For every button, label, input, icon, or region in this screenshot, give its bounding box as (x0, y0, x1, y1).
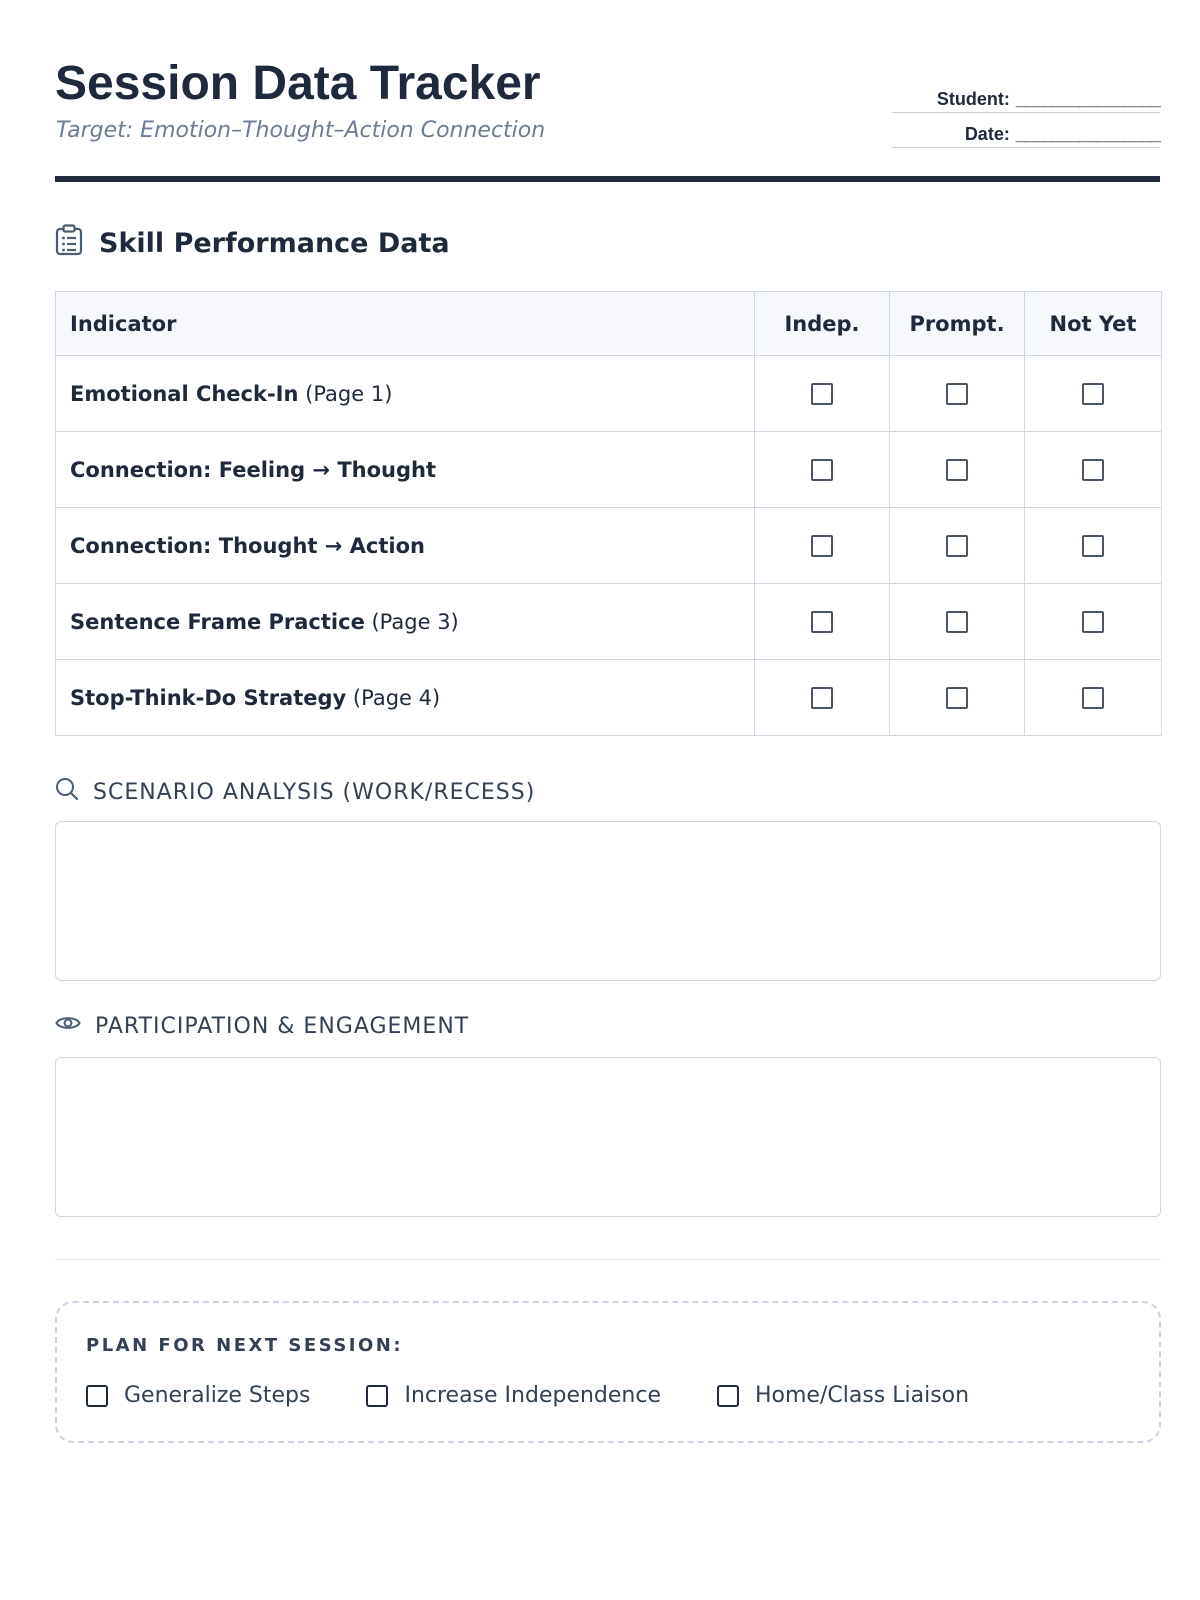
table-row (56, 584, 1162, 660)
increase-independence-checkbox[interactable] (366, 1385, 388, 1407)
prompted-checkbox[interactable] (946, 383, 968, 405)
prompted-cell (890, 508, 1025, 584)
participation-engagement-label: PARTICIPATION & ENGAGEMENT (95, 1013, 470, 1039)
student-label: Student: (936, 89, 1010, 109)
indicator-page-ref: (Page 3) (364, 609, 459, 634)
page-title: Session Data Tracker (55, 57, 541, 110)
indicator-name: Stop-Think-Do Strategy (70, 685, 347, 710)
page-header (55, 0, 1160, 184)
prompted-cell (890, 660, 1025, 736)
participation-engagement-heading (55, 1013, 469, 1039)
indicator-cell (56, 584, 755, 660)
column-header-not-yet: Not Yet (1025, 292, 1162, 356)
indicator-page-ref: (Page 4) (346, 685, 441, 710)
header-divider (55, 176, 1160, 182)
student-info-fields (892, 82, 1160, 152)
independent-checkbox[interactable] (811, 459, 833, 481)
page-subtitle: Target: Emotion–Thought–Action Connection (56, 118, 546, 143)
not-yet-checkbox[interactable] (1082, 687, 1104, 709)
scenario-analysis-heading (55, 777, 535, 807)
independent-checkbox[interactable] (811, 535, 833, 557)
independent-cell (755, 432, 890, 508)
indicator-page-ref: (Page 1) (298, 381, 393, 406)
independent-cell (755, 356, 890, 432)
eye-icon (55, 1013, 95, 1039)
date-label: Date: (964, 124, 1010, 144)
not-yet-checkbox[interactable] (1082, 383, 1104, 405)
prompted-checkbox[interactable] (946, 611, 968, 633)
not-yet-cell (1025, 584, 1162, 660)
independent-cell (755, 508, 890, 584)
scenario-analysis-textarea[interactable] (55, 821, 1161, 981)
indicator-name: Emotional Check-In (70, 381, 299, 406)
date-blank-line[interactable]: ________________ (1015, 124, 1160, 144)
increase-independence-label: Increase Independence (404, 1383, 661, 1408)
table-row (56, 356, 1162, 432)
not-yet-checkbox[interactable] (1082, 459, 1104, 481)
indicator-cell (56, 508, 755, 584)
not-yet-checkbox[interactable] (1082, 535, 1104, 557)
home-class-liaison-label: Home/Class Liaison (755, 1383, 970, 1408)
date-field[interactable] (892, 117, 1160, 148)
independent-cell (755, 660, 890, 736)
skill-performance-heading (55, 224, 450, 263)
prompted-checkbox[interactable] (946, 535, 968, 557)
skill-performance-table (55, 291, 1162, 736)
section-title: Skill Performance Data (99, 228, 450, 259)
search-icon (55, 777, 93, 807)
column-header-independent: Indep. (755, 292, 890, 356)
prompted-cell (890, 432, 1025, 508)
prompted-cell (890, 356, 1025, 432)
generalize-steps-label: Generalize Steps (124, 1383, 311, 1408)
scenario-analysis-label: SCENARIO ANALYSIS (WORK/RECESS) (93, 779, 536, 805)
independent-checkbox[interactable] (811, 611, 833, 633)
indicator-cell (56, 356, 755, 432)
plan-option-generalize-steps[interactable] (86, 1383, 310, 1408)
indicator-cell (56, 660, 755, 736)
indicator-name: Connection: Thought → Action (70, 533, 425, 558)
indicator-cell (56, 432, 755, 508)
generalize-steps-checkbox[interactable] (86, 1385, 108, 1407)
table-header-row (56, 292, 1162, 356)
plan-option-increase-independence[interactable] (366, 1383, 661, 1408)
table-row (56, 508, 1162, 584)
not-yet-cell (1025, 432, 1162, 508)
independent-checkbox[interactable] (811, 383, 833, 405)
prompted-checkbox[interactable] (946, 459, 968, 481)
indicator-name: Sentence Frame Practice (70, 609, 365, 634)
section-divider (55, 1259, 1161, 1260)
student-blank-line[interactable]: ________________ (1015, 89, 1160, 109)
table-row (56, 660, 1162, 736)
column-header-prompted: Prompt. (890, 292, 1025, 356)
prompted-checkbox[interactable] (946, 687, 968, 709)
student-field[interactable] (892, 82, 1160, 113)
independent-cell (755, 584, 890, 660)
not-yet-cell (1025, 660, 1162, 736)
table-row (56, 432, 1162, 508)
home-class-liaison-checkbox[interactable] (717, 1385, 739, 1407)
not-yet-cell (1025, 356, 1162, 432)
clipboard-list-icon (55, 224, 99, 263)
participation-engagement-textarea[interactable] (55, 1057, 1161, 1217)
not-yet-checkbox[interactable] (1082, 611, 1104, 633)
prompted-cell (890, 584, 1025, 660)
plan-options (86, 1383, 1025, 1408)
not-yet-cell (1025, 508, 1162, 584)
plan-option-home-class-liaison[interactable] (717, 1383, 969, 1408)
indicator-name: Connection: Feeling → Thought (70, 457, 437, 482)
plan-for-next-session-box (55, 1301, 1161, 1443)
column-header-indicator: Indicator (56, 292, 755, 356)
independent-checkbox[interactable] (811, 687, 833, 709)
plan-title: PLAN FOR NEXT SESSION: (86, 1335, 404, 1356)
